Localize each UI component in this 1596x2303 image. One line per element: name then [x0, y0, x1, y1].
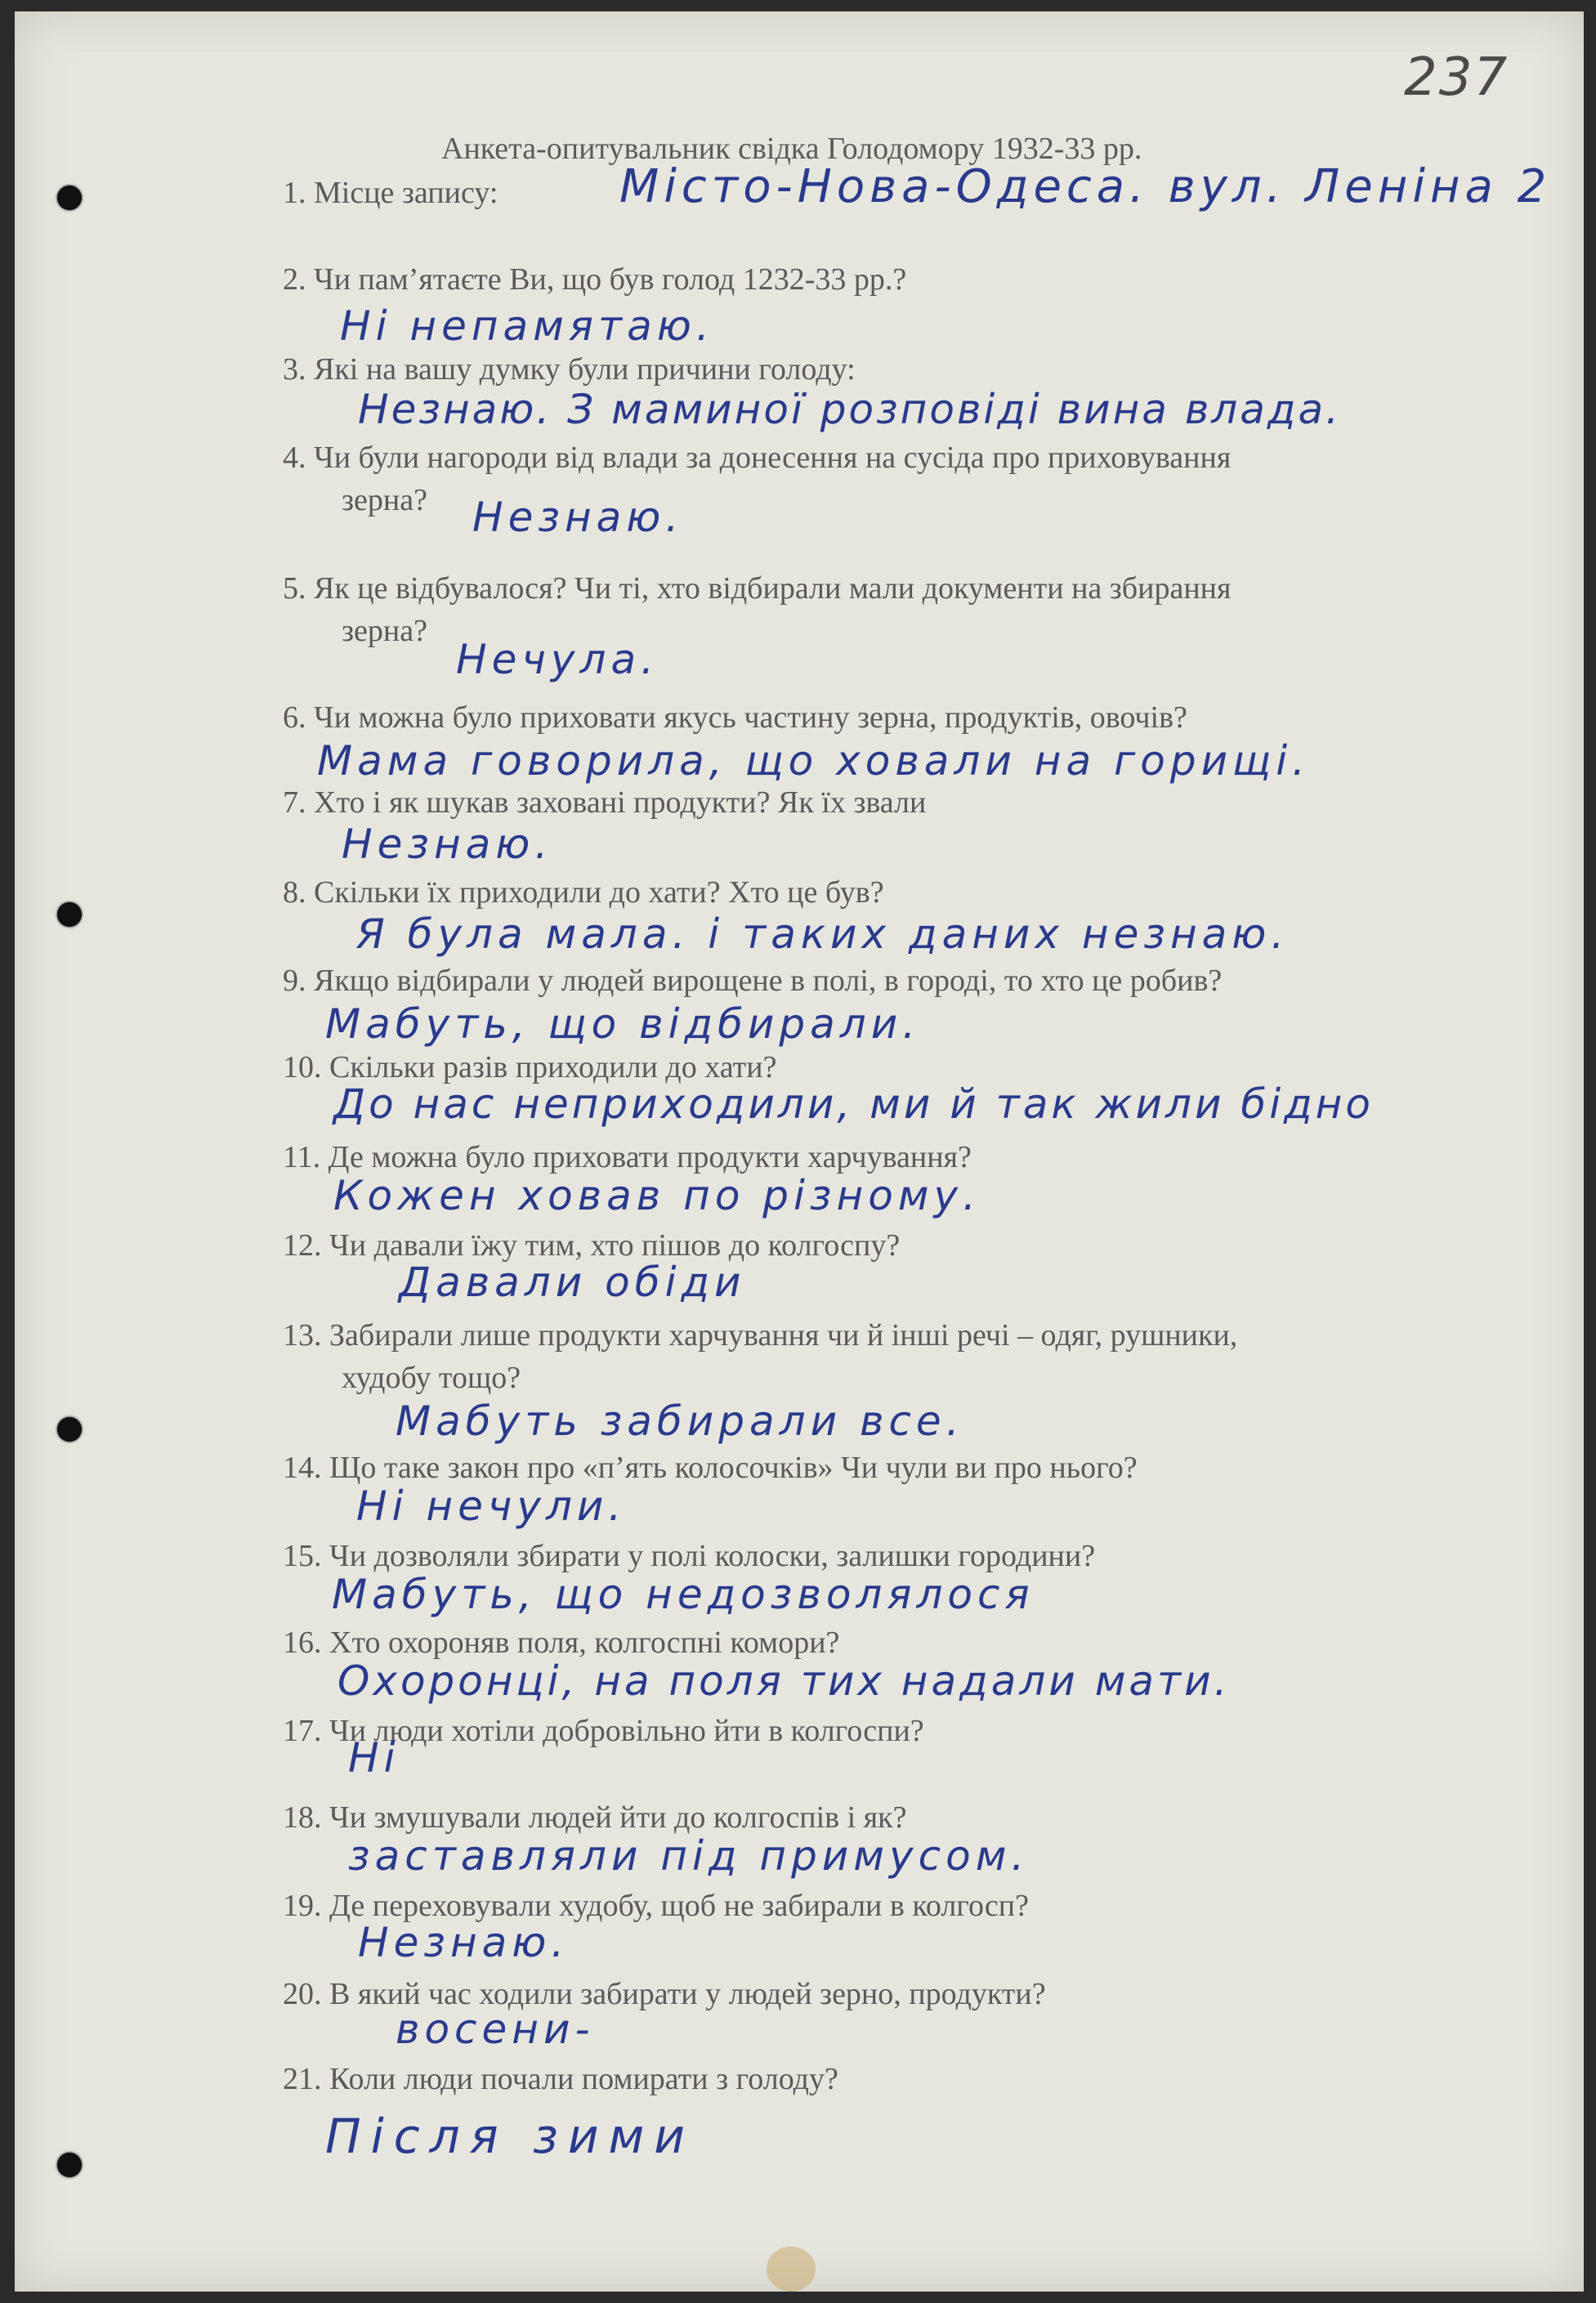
question-number: 1.	[283, 176, 306, 210]
question-3	[283, 348, 1509, 391]
question-8	[283, 871, 1509, 914]
answer-21: Після зими	[325, 2108, 695, 2164]
binder-hole	[57, 1417, 82, 1442]
question-text: Хто охороняв поля, колгоспні комори?	[329, 1626, 840, 1660]
answer-18: заставляли під примусом.	[348, 1832, 1030, 1880]
question-text: Хто і як шукав заховані продукти? Як їх звали	[314, 785, 927, 820]
answer-4: Незнаю.	[472, 494, 684, 541]
question-text: Чи люди хотіли добровільно йти в колгоспи?	[329, 1714, 924, 1748]
answer-15: Мабуть, що недозволялося	[332, 1571, 1035, 1618]
answer-2: Ні непамятаю.	[340, 302, 714, 350]
answer-14: Ні нечули.	[356, 1482, 627, 1530]
question-number: 9.	[283, 964, 306, 998]
question-text: Що таке закон про «п’ять колосочків» Чи чули ви про нього?	[329, 1451, 1138, 1485]
question-text: Як це відбувалося? Чи ті, хто відбирали мали документи на збирання	[314, 571, 1232, 606]
question-number: 8.	[283, 875, 306, 910]
question-text: Якщо відбирали у людей вирощене в полі, в городі, то хто це робив?	[314, 964, 1223, 998]
paper-stain	[767, 2247, 816, 2292]
question-text: Коли люди почали помирати з голоду?	[329, 2062, 838, 2096]
question-text: Які на вашу думку були причини голоду:	[314, 352, 856, 387]
answer-13: Мабуть забирали все.	[396, 1397, 964, 1445]
question-4	[283, 436, 1509, 521]
answer-20: восени-	[396, 2006, 595, 2053]
answer-16: Охоронці, на поля тих надали мати.	[338, 1657, 1231, 1705]
binder-hole	[57, 186, 82, 210]
question-continuation: зерна?	[342, 483, 427, 517]
question-17	[283, 1710, 1509, 1752]
binder-hole	[57, 2153, 82, 2177]
question-number: 18.	[283, 1800, 322, 1835]
answer-17: Ні	[348, 1734, 400, 1782]
question-text: Чи пам’ятаєте Ви, що був голод 1232-33 рр.?	[314, 262, 907, 297]
answer-8: Я була мала. і таких даних незнаю.	[356, 910, 1290, 958]
answer-11: Кожен ховав по різному.	[333, 1172, 981, 1219]
question-number: 4.	[283, 440, 306, 475]
question-text: Де переховували худобу, щоб не забирали в колгосп?	[329, 1889, 1029, 1923]
answer-3: Незнаю. З маминої розповіді вина влада.	[358, 386, 1342, 433]
question-number: 2.	[283, 262, 306, 297]
answer-12: Давали обіди	[399, 1259, 746, 1306]
question-7	[283, 781, 1509, 824]
question-text: Чи давали їжу тим, хто пішов до колгоспу?	[329, 1228, 901, 1263]
question-number: 12.	[283, 1228, 322, 1263]
question-number: 3.	[283, 352, 306, 387]
page-number: 237	[1404, 47, 1509, 108]
questionnaire-sheet	[15, 11, 1584, 2292]
question-text: Чи змушували людей йти до колгоспів і як?	[329, 1800, 907, 1835]
question-text: В який час ходили забирати у людей зерно, продукти?	[329, 1977, 1046, 2011]
question-number: 6.	[283, 700, 306, 735]
question-text: Скільки разів приходили до хати?	[329, 1050, 777, 1084]
answer-7: Незнаю.	[342, 821, 553, 868]
question-continuation: худобу тощо?	[342, 1361, 521, 1395]
question-number: 14.	[283, 1451, 322, 1485]
question-number: 13.	[283, 1318, 322, 1353]
answer-5: Нечула.	[456, 636, 659, 683]
binder-hole	[57, 902, 82, 927]
question-text: Місце запису:	[314, 176, 498, 210]
question-number: 20.	[283, 1977, 322, 2011]
question-6	[283, 696, 1509, 739]
answer-1: Місто-Нова-Одеса. вул. Леніна 2	[619, 160, 1552, 213]
question-number: 19.	[283, 1889, 322, 1923]
question-2	[283, 258, 1509, 301]
question-number: 7.	[283, 785, 306, 820]
question-21	[283, 2058, 1509, 2100]
answer-6: Мама говорила, що ховали на горищі.	[317, 737, 1310, 785]
answer-19: Незнаю.	[358, 1919, 570, 1966]
question-text: Чи були нагороди від влади за донесення на сусіда про приховування	[314, 440, 1232, 475]
question-9	[283, 959, 1509, 1002]
answer-9: Мабуть, що відбирали.	[325, 1000, 921, 1048]
question-number: 16.	[283, 1626, 322, 1660]
question-text: Чи можна було приховати якусь частину зерна, продуктів, овочів?	[314, 700, 1187, 735]
question-text: Забирали лише продукти харчування чи й інші речі – одяг, рушники,	[329, 1318, 1238, 1353]
question-text: Де можна було приховати продукти харчування?	[328, 1140, 972, 1174]
question-number: 17.	[283, 1714, 322, 1748]
question-number: 5.	[283, 571, 306, 606]
question-continuation: зерна?	[342, 614, 427, 648]
question-number: 11.	[283, 1140, 321, 1174]
answer-10: До нас неприходили, ми й так жили бідно	[333, 1080, 1374, 1128]
question-number: 15.	[283, 1539, 322, 1573]
question-number: 10.	[283, 1050, 322, 1084]
question-13	[283, 1314, 1509, 1399]
question-text: Чи дозволяли збирати у полі колоски, залишки городини?	[329, 1539, 1096, 1573]
question-text: Скільки їх приходили до хати? Хто це був?	[314, 875, 884, 910]
form-title: Анкета-опитувальник свідка Голодомору 1932-33 рр.	[441, 132, 1142, 166]
question-number: 21.	[283, 2062, 322, 2096]
